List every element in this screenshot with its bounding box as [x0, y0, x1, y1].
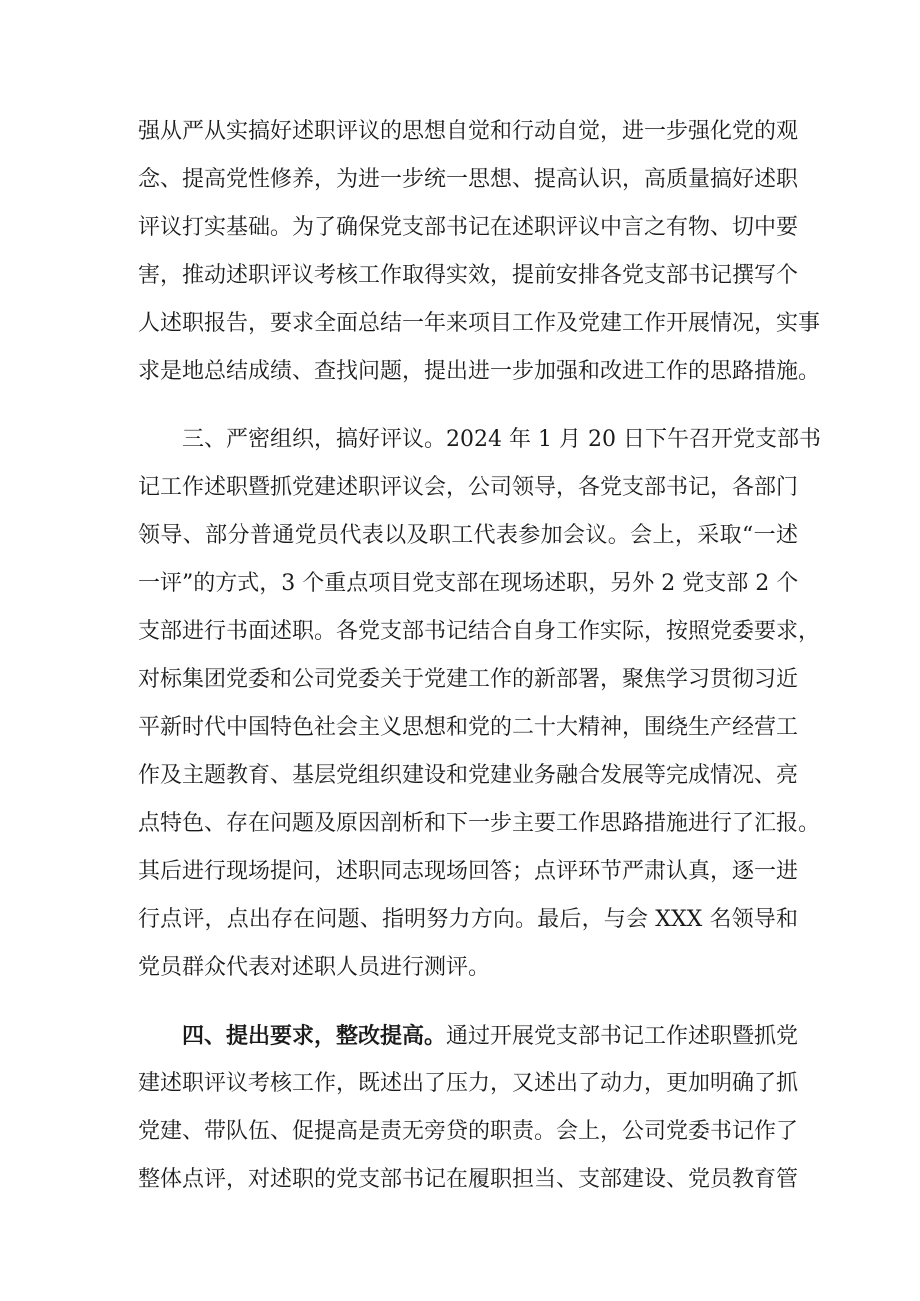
para1-line-3: 评议打实基础。为了确保党支部书记在述职评议中言之有物、切中要: [138, 215, 799, 240]
para1-line-6: 求是地总结成绩、查找问题，提出进一步加强和改进工作的思路措施。: [138, 359, 821, 384]
para3-line-1: [182, 1021, 798, 1052]
para1-line-2: 念、提高党性修养，为进一步统一思想、提高认识，高质量搞好述职: [138, 167, 799, 192]
para1-line-4: 害，推动述职评议考核工作取得实效，提前安排各党支部书记撰写个: [138, 263, 799, 288]
para2-line-2: 记工作述职暨抓党建述职评议会，公司领导，各党支部书记，各部门: [138, 475, 799, 500]
para2-line-4: 一评”的方式，3 个重点项目党支部在现场述职，另外 2 党支部 2 个: [138, 571, 799, 596]
para2-line-6: 对标集团党委和公司党委关于党建工作的新部署，聚焦学习贯彻习近: [138, 667, 799, 692]
para1-line-5: 人述职报告，要求全面总结一年来项目工作及党建工作开展情况，实事: [138, 311, 821, 336]
para2-line-3: 领导、部分普通党员代表以及职工代表参加会议。会上，采取“一述: [138, 523, 798, 548]
para3-line-3: 党建、带队伍、促提高是责无旁贷的职责。会上，公司党委书记作了: [138, 1119, 799, 1144]
para2-line-1: 三、严密组织，搞好评议。2024 年 1 月 20 日下午召开党支部书: [182, 427, 821, 452]
para3-heading: 四、提出要求，整改提高。: [182, 1023, 447, 1049]
para2-line-11: 行点评，点出存在问题、指明努力方向。最后，与会 XXX 名领导和: [138, 907, 798, 932]
para2-line-5: 支部进行书面述职。各党支部书记结合自身工作实际，按照党委要求，: [138, 619, 821, 644]
para2-line-9: 点特色、存在问题及原因剖析和下一步主要工作思路措施进行了汇报。: [138, 811, 821, 836]
para1-line-1: 强从严从实搞好述职评议的思想自觉和行动自觉，进一步强化党的观: [138, 119, 799, 144]
para2-line-8: 作及主题教育、基层党组织建设和党建业务融合发展等完成情况、亮: [138, 763, 799, 788]
para2-line-10: 其后进行现场提问，述职同志现场回答；点评环节严肃认真，逐一进: [138, 859, 799, 884]
para3-line-4: 整体点评，对述职的党支部书记在履职担当、支部建设、党员教育管: [138, 1167, 799, 1192]
para3-first-line-rest: 通过开展党支部书记工作述职暨抓党: [446, 1024, 799, 1049]
para2-line-7: 平新时代中国特色社会主义思想和党的二十大精神，围绕生产经营工: [138, 715, 799, 740]
para2-line-12: 党员群众代表对述职人员进行测评。: [138, 955, 491, 980]
para3-line-2: 建述职评议考核工作，既述出了压力，又述出了动力，更加明确了抓: [138, 1071, 799, 1096]
